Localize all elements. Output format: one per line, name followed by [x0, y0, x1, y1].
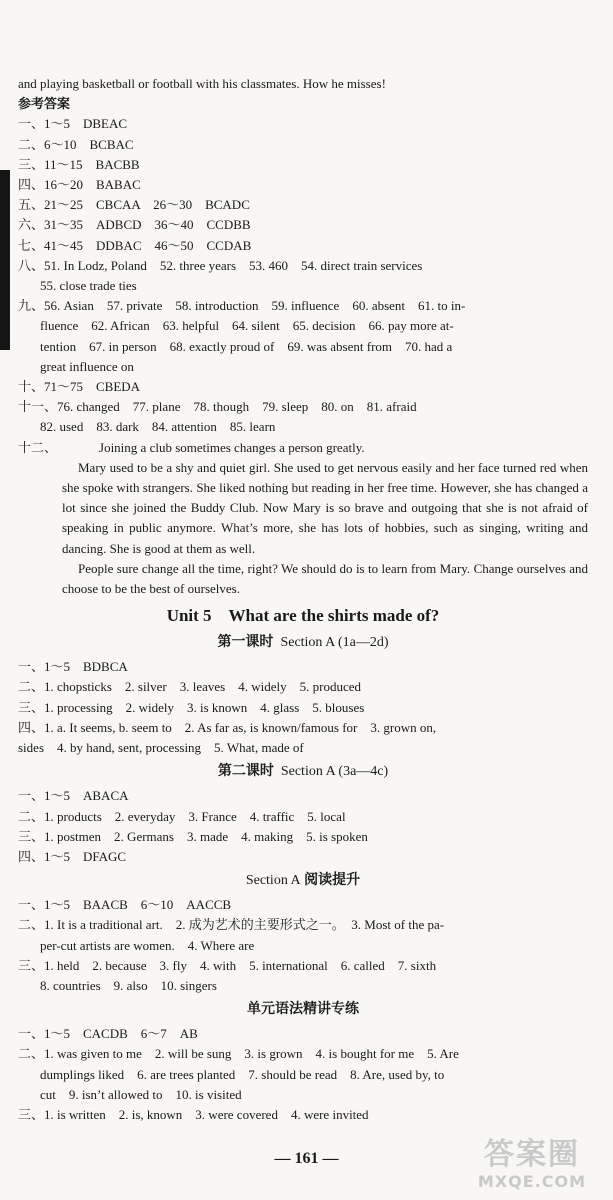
- reading-line: per-cut artists are women. 4. Where are: [40, 937, 255, 953]
- intro-line: and playing basketball or football with his classmates. How he misses!: [18, 76, 386, 91]
- lesson1-line: 四、1. a. It seems, b. seem to 2. As far as, is known/famous for 3. grown on,: [18, 719, 437, 735]
- answer-line: 十、71～75 CBEDA: [18, 379, 141, 395]
- page-number: — 161 —: [274, 1150, 339, 1167]
- grammar-line: 一、1～5 CACDB 6～7 AB: [18, 1026, 198, 1042]
- watermark-logo: 答案圈: [484, 1137, 580, 1172]
- answer-line: 六、31～35 ADBCD 36～40 CCDBB: [18, 217, 251, 233]
- grammar-line: dumplings liked 6. are trees planted 7. should be read 8. Are, used by, to: [40, 1066, 445, 1082]
- essay-label: 十二、: [18, 439, 58, 455]
- essay-title: Joining a club sometimes changes a person greatly.: [99, 439, 365, 455]
- lesson1-line: 三、1. processing 2. widely 3. is known 4. glass 5. blouses: [18, 699, 365, 715]
- answer-line: 七、41～45 DDBAC 46～50 CCDAB: [18, 237, 252, 253]
- lesson2-title-en: Section A (3a—4c): [280, 764, 389, 780]
- answer-line: 一、1～5 DBEAC: [18, 116, 128, 132]
- reading-title: [18, 869, 588, 893]
- unit-title: Unit 5 What are the shirts made of?: [166, 606, 440, 626]
- answer-line: 十一、76. changed 77. plane 78. though 79. sleep 80. on 81. afraid: [18, 399, 417, 415]
- lesson1-line: 二、1. chopsticks 2. silver 3. leaves 4. widely 5. produced: [18, 679, 361, 695]
- answer-line: tention 67. in person 68. exactly proud of 69. was absent from 70. had a: [40, 338, 453, 354]
- reading-line: 三、1. held 2. because 3. fly 4. with 5. international 6. called 7. sixth: [18, 957, 437, 973]
- lesson2-line: 二、1. products 2. everyday 3. France 4. traffic 5. local: [18, 808, 346, 824]
- reading-line: 二、1. It is a traditional art. 2. 成为艺术的主要形式之一。 3. Most of the pa-: [18, 917, 445, 933]
- answer-line: great influence on: [40, 358, 134, 374]
- answer-line: 五、21～25 CBCAA 26～30 BCADC: [18, 197, 250, 213]
- answer-line: 55. close trade ties: [40, 278, 137, 294]
- grammar-line: 三、1. is written 2. is, known 3. were covered 4. were invited: [18, 1106, 369, 1122]
- lesson2-line: 一、1～5 ABACA: [18, 788, 129, 804]
- lesson1-title-en: Section A (1a—2d): [280, 635, 389, 651]
- grammar-title: [18, 998, 588, 1022]
- lesson1-title-cn: 第一课时: [217, 635, 274, 651]
- document-page: [18, 74, 588, 1125]
- lesson2-title-cn: 第二课时: [217, 764, 274, 780]
- lesson1-title: [18, 631, 588, 655]
- answer-line: 82. used 83. dark 84. attention 85. learn: [40, 419, 276, 435]
- reading-line: 8. countries 9. also 10. singers: [40, 977, 217, 993]
- binding-edge: [0, 170, 10, 350]
- reading-title-cn: 阅读提升: [304, 873, 361, 889]
- grammar-line: 二、1. was given to me 2. will be sung 3. is grown 4. is bought for me 5. Are: [18, 1046, 459, 1062]
- lesson2-line: 四、1～5 DFAGC: [18, 848, 127, 864]
- answer-line: 二、6～10 BCBAC: [18, 136, 134, 152]
- answer-line: fluence 62. African 63. helpful 64. silent 65. decision 66. pay more at-: [40, 318, 454, 334]
- reading-line: 一、1～5 BAACB 6～10 AACCB: [18, 897, 232, 913]
- lesson2-title: [18, 760, 588, 784]
- answer-line: 三、11～15 BACBB: [18, 156, 140, 172]
- grammar-title-cn: 单元语法精讲专练: [247, 1002, 359, 1018]
- essay-paragraph-1: Mary used to be a shy and quiet girl. She used to get nervous easily and her face turned red when she spoke with strangers. She liked nothing but reading in her free time. However, she has changed a lot since she joined the Buddy Club. Now Mary is so brave and outgoing that she is not afraid of speaking in public anymore. What’s more, she has lots of hobbies, such as singing, writing and dancing. She is good at them as well.: [62, 459, 588, 556]
- essay-title-line: [18, 438, 588, 458]
- site-watermark: [457, 1138, 607, 1196]
- watermark-site: MXQE.COM: [477, 1172, 587, 1191]
- answer-line: 八、51. In Lodz, Poland 52. three years 53. 460 54. direct train services: [18, 257, 423, 273]
- lesson1-line: 一、1～5 BDBCA: [18, 659, 128, 675]
- reading-title-en: Section A: [245, 873, 301, 889]
- answers-heading: 参考答案: [18, 96, 71, 112]
- lesson1-line: sides 4. by hand, sent, processing 5. What, made of: [18, 740, 304, 756]
- lesson2-line: 三、1. postmen 2. Germans 3. made 4. making 5. is spoken: [18, 828, 368, 844]
- answer-line: 四、16～20 BABAC: [18, 177, 141, 193]
- essay-paragraph-2: People sure change all the time, right? We should do is to learn from Mary. Change ourselves and choose to be the best of ourselves.: [62, 560, 588, 597]
- answer-line: 九、56. Asian 57. private 58. introduction 59. influence 60. absent 61. to in-: [18, 298, 466, 314]
- grammar-line: cut 9. isn’t allowed to 10. is visited: [40, 1086, 242, 1102]
